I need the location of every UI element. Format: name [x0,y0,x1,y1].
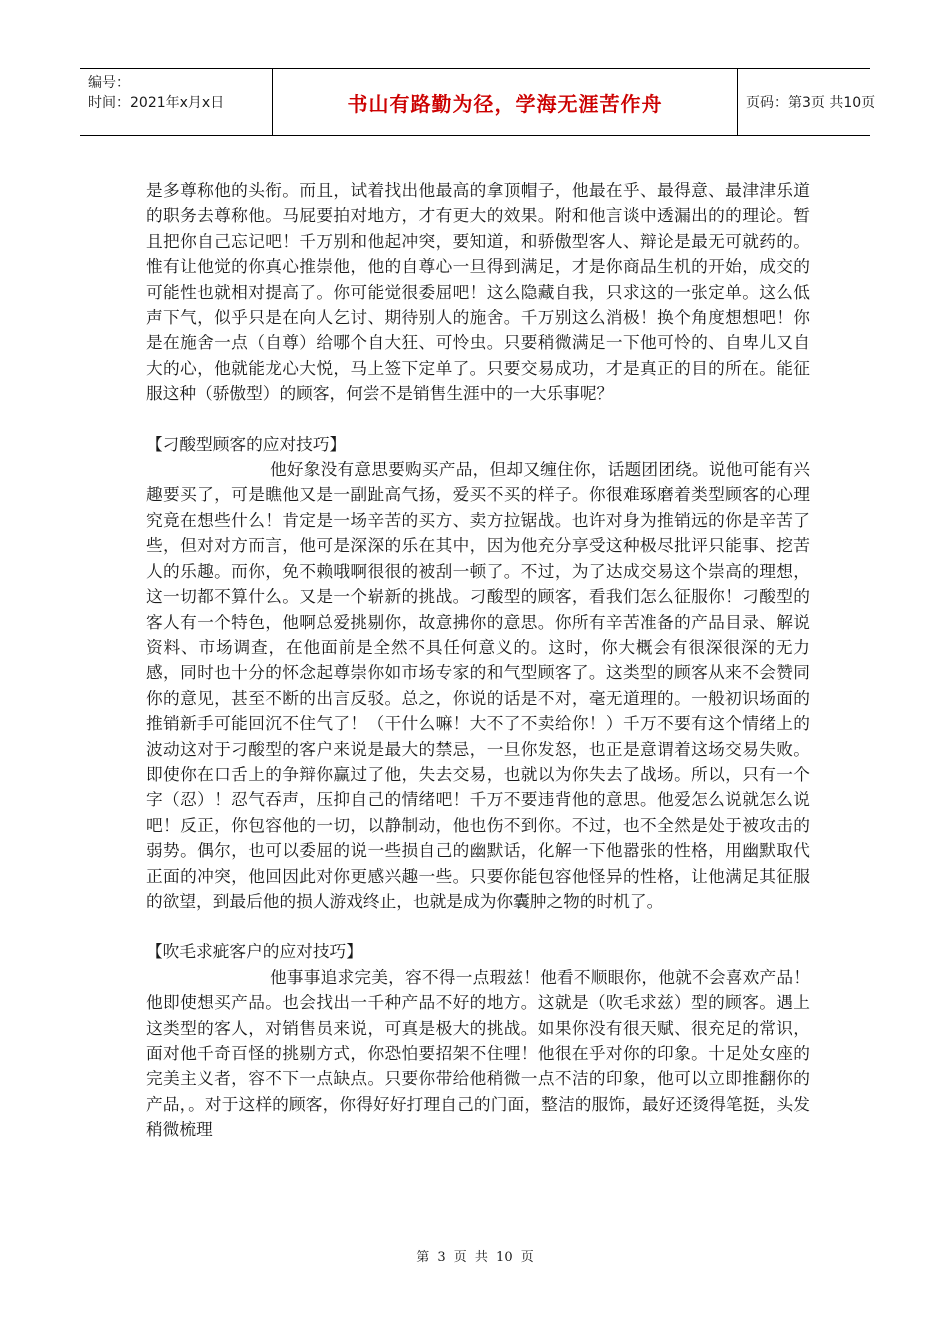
document-time-label: 时间：2021年x月x日 [88,95,225,111]
document-code-label: 编号： [88,75,130,91]
body-paragraph: 他好象没有意思要购买产品，但却又缠住你，话题团团绕。说他可能有兴趣要买了，可是瞧他又是一副趾高气扬，爱买不买的样子。你很难琢磨着类型顾客的心理究竟在想些什么！肯定是一场辛苦的买方、卖方拉锯战。也许对身为推销远的你是辛苦了些，但对对方而言，他可是深深的乐在其中，因为他充分享受这种极尽批评只能事、挖苦人的乐趣。而你，免不赖哦啊很很的被刮一顿了。不过，为了达成交易这个崇高的理想，这一切都不算什么。又是一个崭新的挑战。刁酸型的顾客，看我们怎么征服你！刁酸型的客人有一个特色，他啊总爱挑剔你，故意拂你的意思。你所有辛苦准备的产品目录、解说资料、市场调查，在他面前是全然不具任何意义的。这时，你大概会有很深很深的无力感，同时也十分的怀念起尊崇你如市场专家的和气型顾客了。这类型的顾客从来不会赞同你的意见，甚至不断的出言反驳。总之，你说的话是不对，毫无道理的。一般初识场面的推销新手可能回沉不住气了！（干什么嘛！大不了不卖给你！）千万不要有这个情绪上的波动这对于刁酸型的客户来说是最大的禁忌，一旦你发怒，也正是意谓着这场交易失败。即使你在口舌上的争辩你赢过了他，失去交易，也就以为你失去了战场。所以，只有一个字（忍）！忍气吞声，压抑自己的情绪吧！千万不要违背他的意思。他爱怎么说就怎么说吧！反正，你包容他的一切，以静制动，他也伤不到你。不过，也不全然是处于被攻击的弱势。偶尔，也可以委屈的说一些损自己的幽默话，化解一下他嚣张的性格，用幽默取代正面的冲突，他回因此对你更感兴趣一些。只要你能包容他怪异的性格，让他满足其征服的欲望，到最后他的损人游戏终止，也就是成为你囊肿之物的时机了。 [146,459,810,911]
header-motto-cell [272,69,738,135]
section-heading: 【吹毛求疵客户的应对技巧】 [146,941,363,962]
body-paragraph: 他事事追求完美，容不得一点瑕兹！他看不顺眼你，他就不会喜欢产品！他即使想买产品。也会找出一千种产品不好的地方。这就是（吹毛求兹）型的顾客。遇上这类型的客人，对销售员来说，可真是极大的挑战。如果你没有很天赋、很充足的常识，面对他千奇百怪的挑剔方式，你恐怕要招架不住哩！他很在乎对你的印象。十足处女座的完美主义者，容不下一点缺点。只要你带给他稍微一点不洁的印象，他可以立即推翻你的产品，。对于这样的顾客，你得好好打理自己的门面，整洁的服饰，最好还烫得笔挺，头发稍微梳理 [146,966,810,1140]
page-header [80,68,876,136]
header-motto: 书山有路勤为径，学海无涯苦作舟 [347,91,663,116]
body-paragraph: 是多尊称他的头衔。而且，试着找出他最高的拿顶帽子，他最在乎、最得意、最津津乐道的职务去尊称他。马屁要拍对地方，才有更大的效果。附和他言谈中透漏出的的理论。暂且把你自己忘记吧！千万别和他起冲突，要知道，和骄傲型客人、辩论是最无可就药的。惟有让他觉的你真心推崇他，他的自尊心一旦得到满足，才是你商品生机的开始，成交的可能性也就相对提高了。你可能觉很委屈吧！这么隐藏自我，只求这的一张定单。这么低声下气，似乎只是在向人乞讨、期待别人的施舍。千万别这么消极！换个角度想想吧！你是在施舍一点（自尊）给哪个自大狂、可怜虫。只要稍微满足一下他可怜的、自卑儿又自大的心，他就能龙心大悦，马上签下定单了。只要交易成功，才是真正的目的所在。能征服这种（骄傲型）的顾客，何尝不是销售生涯中的一大乐事呢？ [146,180,810,404]
page-footer: 第 3 页 共 10 页 [416,1250,534,1265]
section-heading: 【刁酸型顾客的应对技巧】 [146,433,347,454]
header-page-number: 页码：第3页 共10页 [746,95,876,111]
document-body [146,178,810,1143]
header-meta [80,69,272,135]
